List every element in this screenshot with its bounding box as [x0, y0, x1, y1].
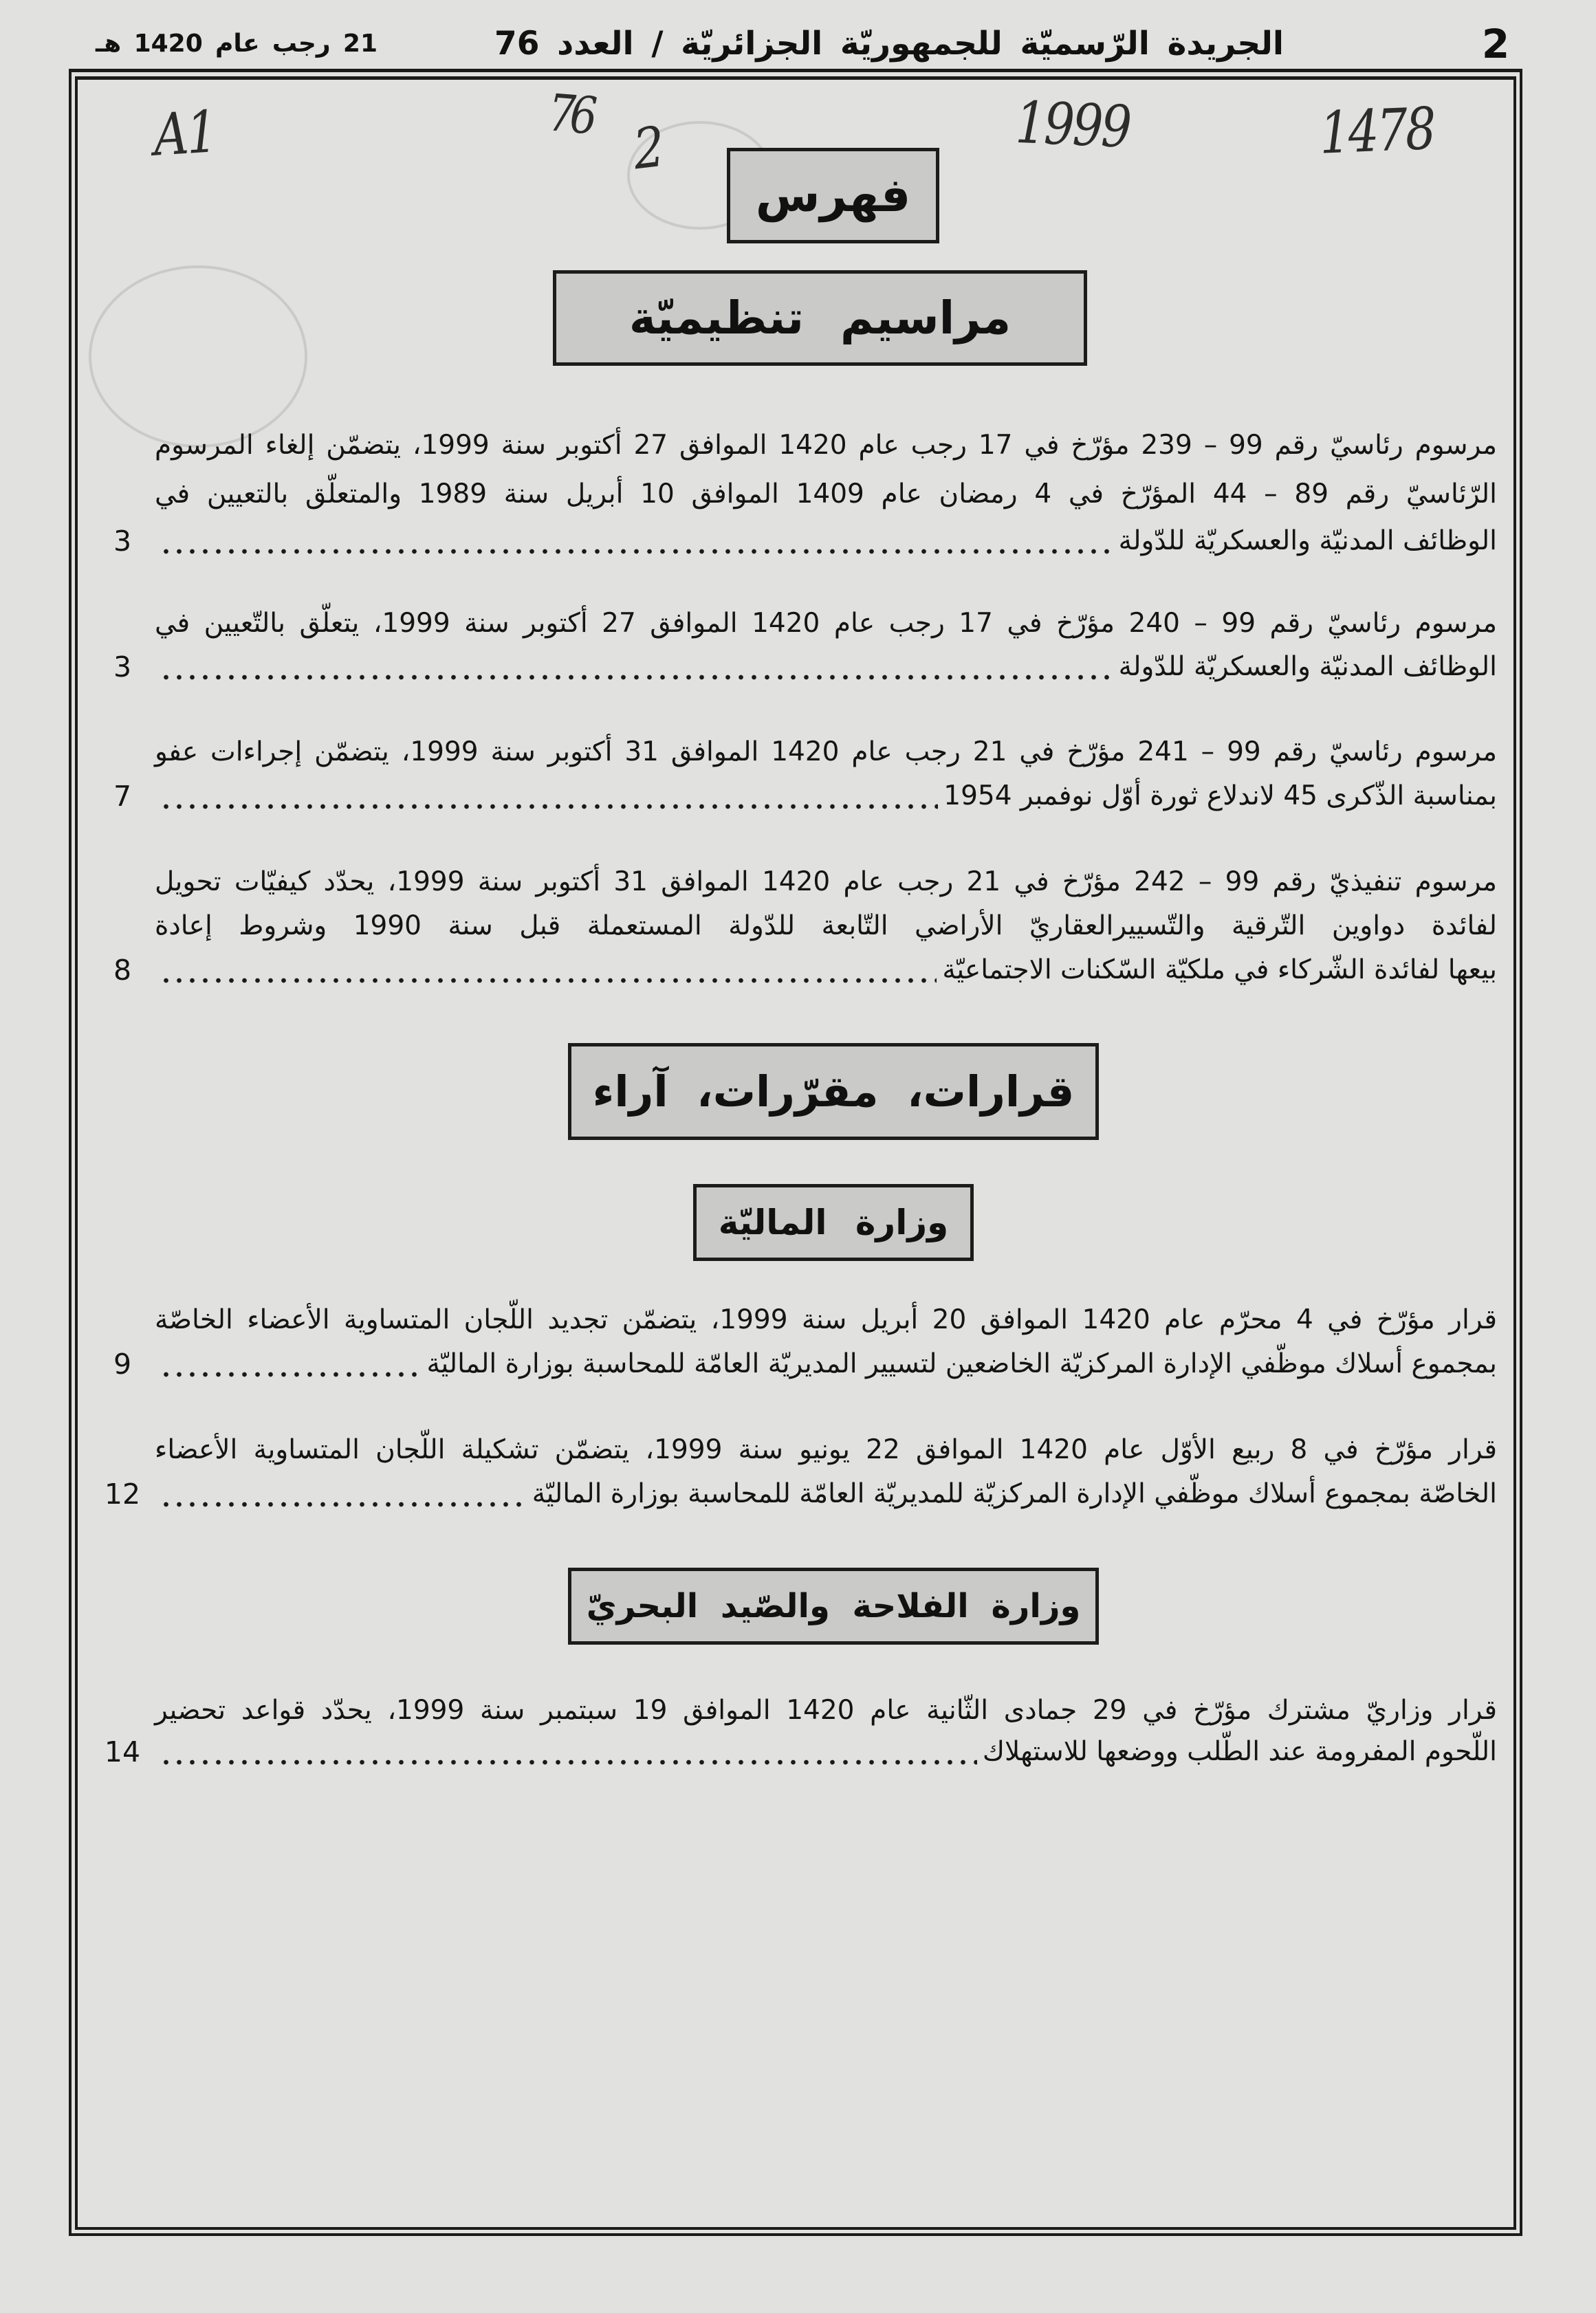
- dot-leader: [160, 948, 937, 992]
- dot-leader: [160, 519, 1113, 563]
- toc-entry-line: قرار وزاريّ مشترك مؤرّخ في 29 جمادى الثّانية عام 1420 الموافق 19 سبتمبر سنة 1999، يحدّد قواعد تحضير: [155, 1695, 1497, 1726]
- toc-entry-last-line: [160, 774, 1497, 818]
- dot-leader: [160, 1342, 422, 1386]
- toc-entry-line: الوظائف المدنيّة والعسكريّة للدّولة: [1118, 525, 1497, 556]
- dot-leader: [160, 774, 938, 818]
- toc-entry-line: الخاصّة بمجموع أسلاك موظّفي الإدارة المركزيّة للمديريّة العامّة للمحاسبة بوزارة الماليّة: [532, 1478, 1497, 1509]
- toc-entry-page-number: 9: [113, 1348, 132, 1381]
- toc-heading-box: [727, 148, 939, 243]
- page-number: 2: [1481, 21, 1510, 67]
- section-heading-box: [568, 1043, 1099, 1140]
- dot-leader: [160, 1472, 527, 1516]
- handwritten-note: 76: [547, 82, 593, 146]
- toc-entry-line: بمجموع أسلاك موظّفي الإدارة المركزيّة الخاضعين لتسيير المديريّة العامّة للمحاسبة بوزارة الماليّة: [426, 1348, 1497, 1379]
- toc-entry-page-number: 3: [113, 650, 132, 683]
- toc-entry-page-number: 8: [113, 954, 132, 987]
- toc-entry-last-line: [160, 519, 1497, 563]
- issue-date: 21 رجب عام 1420 هـ: [96, 30, 378, 58]
- toc-entry-last-line: [160, 1472, 1497, 1516]
- toc-entry-last-line: [160, 1730, 1497, 1774]
- ministry-heading-box: [568, 1568, 1099, 1645]
- toc-entry-page-number: 7: [113, 780, 132, 813]
- toc-entry-line: بمناسبة الذّكرى 45 لاندلاع ثورة أوّل نوفمبر 1954: [943, 780, 1497, 811]
- dot-leader: [160, 1730, 977, 1774]
- journal-title: الجريدة الرّسميّة للجمهوريّة الجزائريّة / العدد 76: [494, 25, 1284, 63]
- toc-entry-last-line: [160, 645, 1497, 689]
- toc-entry-page-number: 3: [113, 525, 132, 558]
- toc-entry-line: مرسوم تنفيذيّ رقم 99 – 242 مؤرّخ في 21 رجب عام 1420 الموافق 31 أكتوبر سنة 1999، يحدّد كيفيّات تحويل: [155, 866, 1498, 897]
- toc-entry-line: قرار مؤرّخ في 8 ربيع الأوّل عام 1420 الموافق 22 يونيو سنة 1999، يتضمّن تشكيلة اللّجان المتساوية الأعضاء: [155, 1434, 1498, 1465]
- toc-entry-line: اللّحوم المفرومة عند الطّلب ووضعها للاستهلاك: [982, 1736, 1497, 1767]
- toc-entry-line: الرّئاسيّ رقم 89 – 44 المؤرّخ في 4 رمضان عام 1409 الموافق 10 أبريل سنة 1989 والمتعلّق بالتعيين في: [155, 479, 1498, 509]
- toc-entry-line: مرسوم رئاسيّ رقم 99 – 240 مؤرّخ في 17 رجب عام 1420 الموافق 27 أكتوبر سنة 1999، يتعلّق بالتّعيين في: [155, 608, 1497, 639]
- ministry-heading: وزارة الماليّة: [718, 1203, 949, 1242]
- section-heading: مراسيم تنظيميّة: [628, 292, 1012, 344]
- toc-entry-last-line: [160, 948, 1497, 992]
- handwritten-note: 1478: [1318, 94, 1435, 168]
- toc-entry-last-line: [160, 1342, 1497, 1386]
- handwritten-note: A1: [152, 98, 217, 170]
- stamp-mark: [89, 265, 307, 448]
- section-heading-box: [553, 270, 1087, 366]
- toc-entry-line: لفائدة دواوين التّرقية والتّسييرالعقاريّ الأراضي التّابعة للدّولة المستعملة قبل سنة 1990 وشروط إعادة: [155, 910, 1498, 941]
- toc-entry-line: الوظائف المدنيّة والعسكريّة للدّولة: [1118, 651, 1497, 682]
- toc-entry-line: مرسوم رئاسيّ رقم 99 – 239 مؤرّخ في 17 رجب عام 1420 الموافق 27 أكتوبر سنة 1999، يتضمّن إلغاء المرسوم: [155, 430, 1498, 461]
- ministry-heading: وزارة الفلاحة والصّيد البحريّ: [586, 1587, 1081, 1625]
- handwritten-note: 2: [631, 114, 666, 182]
- toc-heading: فهرس: [755, 168, 911, 223]
- ministry-heading-box: [693, 1184, 974, 1261]
- toc-entry-line: بيعها لفائدة الشّركاء في ملكيّة السّكنات الاجتماعيّة: [942, 954, 1497, 985]
- dot-leader: [160, 645, 1113, 689]
- toc-entry-page-number: 12: [104, 1478, 141, 1511]
- handwritten-note: 1999: [1014, 88, 1131, 162]
- section-heading: قرارات، مقرّرات، آراء: [592, 1066, 1075, 1117]
- toc-entry-line: مرسوم رئاسيّ رقم 99 – 241 مؤرّخ في 21 رجب عام 1420 الموافق 31 أكتوبر سنة 1999، يتضمّن إجراءات عفو: [155, 736, 1497, 767]
- toc-entry-line: قرار مؤرّخ في 4 محرّم عام 1420 الموافق 20 أبريل سنة 1999، يتضمّن تجديد اللّجان المتساوية الأعضاء الخاصّة: [155, 1304, 1497, 1335]
- toc-entry-page-number: 14: [104, 1735, 141, 1768]
